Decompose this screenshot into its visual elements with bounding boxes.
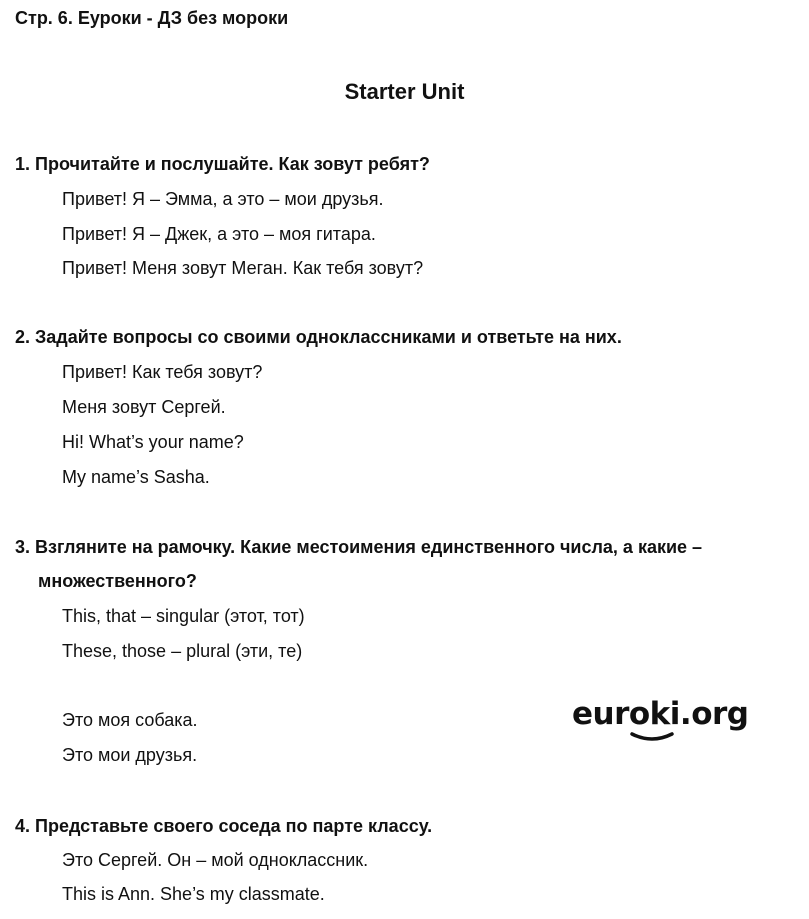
page-title: Starter Unit [344, 79, 465, 104]
answer-line: Это моя собака. [62, 710, 198, 730]
answer-line: Это Сергей. Он – мой одноклассник. [62, 850, 369, 870]
answer-line: Привет! Меня зовут Меган. Как тебя зовут? [62, 258, 424, 278]
question-3-heading: 3. Взгляните на рамочку. Какие местоимения единственного числа, а какие – [15, 537, 703, 557]
page-header: Стр. 6. Еуроки - ДЗ без мороки [15, 8, 289, 28]
smile-icon [630, 732, 674, 742]
answer-line: Привет! Я – Эмма, а это – мои друзья. [62, 189, 384, 209]
answer-line: Меня зовут Сергей. [62, 397, 226, 417]
question-4-heading: 4. Представьте своего соседа по парте классу. [15, 816, 433, 836]
answer-line: Hi! What’s your name? [62, 432, 244, 452]
answer-line: My name’s Sasha. [62, 467, 210, 487]
euroki-logo [572, 696, 747, 744]
question-2-heading: 2. Задайте вопросы со своими одноклассниками и ответьте на них. [15, 327, 622, 347]
answer-line: This is Ann. She’s my classmate. [62, 884, 325, 904]
logo-text: euroki.org [572, 696, 749, 732]
question-3-heading-cont: множественного? [38, 571, 197, 591]
question-1-heading: 1. Прочитайте и послушайте. Как зовут ребят? [15, 154, 430, 174]
answer-line: Привет! Я – Джек, а это – моя гитара. [62, 224, 376, 244]
answer-line: This, that – singular (этот, тот) [62, 606, 305, 626]
answer-line: Это мои друзья. [62, 745, 198, 765]
answer-line: These, those – plural (эти, те) [62, 641, 303, 661]
answer-line: Привет! Как тебя зовут? [62, 362, 263, 382]
